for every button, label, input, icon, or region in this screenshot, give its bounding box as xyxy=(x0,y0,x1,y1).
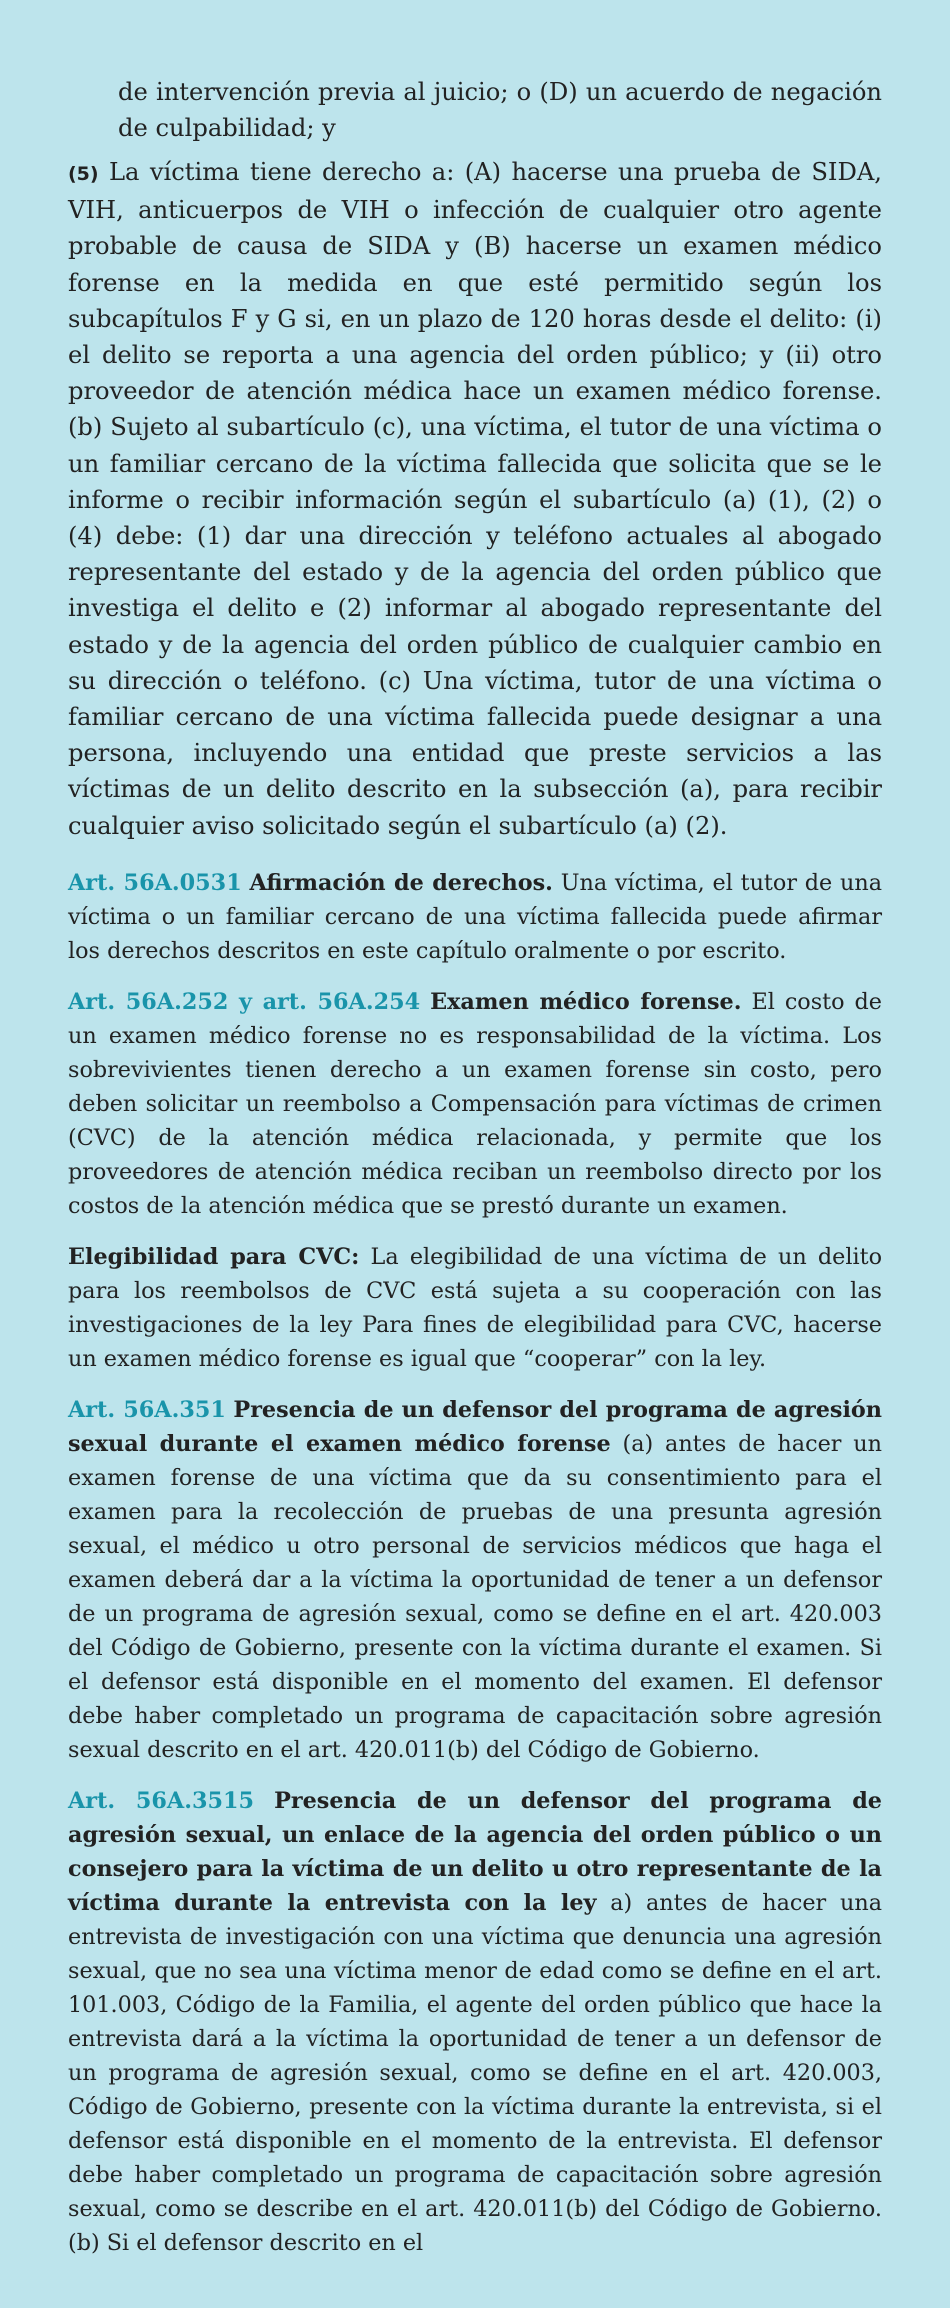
section-body: (a) antes de hacer un examen forense de una víctima que da su consentimiento para el examen para la recolección de pruebas de una presunta agresión sexual, el médico u otro personal de servicios médicos que haga el examen deberá dar a la víctima la oportunidad de tener a un defensor de un programa de agresión sexual, como se define en el art. 420.003 del Código de Gobierno, presente con la víctima durante el examen. Si el defensor está disponible en el momento del examen. El defensor debe haber completado un programa de capacitación sobre agresión sexual descrito en el art. 420.011(b) del Código de Gobierno. xyxy=(68,1430,882,1763)
item-number: (5) xyxy=(68,163,99,185)
section-forensic-exam xyxy=(68,985,882,1223)
section-body: La elegibilidad de una víctima de un delito para los reembolsos de CVC está sujeta a su cooperación con las investigaciones de la ley Para fines de elegibilidad para CVC, hacerse un examen médico forense es igual que “cooperar” con la ley. xyxy=(68,1243,882,1372)
item-5-paragraph xyxy=(68,154,882,844)
section-affirmation-of-rights xyxy=(68,866,882,968)
section-heading: Presencia de un defensor del programa de agresión sexual, un enlace de la agencia del orden público o un consejero para la víctima de un delito u otro representante de la víctima durante la entrevista con la ley xyxy=(68,1787,882,1916)
section-heading: Presencia de un defensor del programa de agresión sexual durante el examen médico forense xyxy=(68,1396,883,1457)
section-heading: Elegibilidad para CVC: xyxy=(68,1243,360,1270)
section-heading: Examen médico forense. xyxy=(430,988,742,1015)
section-body: a) antes de hacer una entrevista de investigación con una víctima que denuncia una agresión sexual, que no sea una víctima menor de edad como se define en el art. 101.003, Código de la Familia, el agente del orden público que hace la entrevista dará a la víctima la oportunidad de tener a un defensor de un programa de agresión sexual, como se define en el art. 420.003, Código de Gobierno, presente con la víctima durante la entrevista, si el defensor está disponible en el momento de la entrevista. El defensor debe haber completado un programa de capacitación sobre agresión sexual, como se describe en el art. 420.011(b) del Código de Gobierno. (b) Si el defensor descrito en el xyxy=(68,1889,882,2256)
item-5-text: La víctima tiene derecho a: (A) hacerse una prueba de SIDA, VIH, anticuerpos de VIH o infección de cualquier otro agente probable de causa de SIDA y (B) hacerse un examen médico forense en la medida en que esté permitido según los subcapítulos F y G si, en un plazo de 120 horas desde el delito: (i) el delito se reporta a una agencia del orden público; y (ii) otro proveedor de atención médica hace un examen médico forense. (b) Sujeto al subartículo (c), una víctima, el tutor de una víctima o un familiar cercano de la víctima fallecida que solicita que se le informe o recibir información según el subartículo (a) (1), (2) o (4) debe: (1) dar una dirección y teléfono actuales al abogado representante del estado y de la agencia del orden público que investiga el delito e (2) informar al abogado representante del estado y de la agencia del orden público de cualquier cambio en su dirección o teléfono. (c) Una víctima, tutor de una víctima o familiar cercano de una víctima fallecida puede designar a una persona, incluyendo una entidad que preste servicios a las víctimas de un delito descrito en la subsección (a), para recibir cualquier aviso solicitado según el subartículo (a) (2). xyxy=(68,158,882,840)
continuation-paragraph: de intervención previa al juicio; o (D) un acuerdo de negación de culpabilidad; y xyxy=(118,78,882,142)
section-advocate-during-interview xyxy=(68,1784,882,2260)
section-body: El costo de un examen médico forense no es responsabilidad de la víctima. Los sobrevivientes tienen derecho a un examen forense sin costo, pero deben solicitar un reembolso a Compensación para víctimas de crimen (CVC) de la atención médica relacionada, y permite que los proveedores de atención médica reciban un reembolso directo por los costos de la atención médica que se prestó durante un examen. xyxy=(68,988,882,1219)
article-reference: Art. 56A.252 y art. 56A.254 xyxy=(68,988,421,1015)
section-cvc-eligibility xyxy=(68,1240,882,1376)
article-reference: Art. 56A.0531 xyxy=(68,869,242,896)
section-body: Una víctima, el tutor de una víctima o un familiar cercano de una víctima fallecida puede afirmar los derechos descritos en este capítulo oralmente o por escrito. xyxy=(68,869,883,964)
section-heading: Afirmación de derechos. xyxy=(249,869,553,896)
article-reference: Art. 56A.351 xyxy=(68,1396,226,1423)
section-advocate-during-exam xyxy=(68,1393,882,1767)
article-reference: Art. 56A.3515 xyxy=(68,1787,255,1814)
